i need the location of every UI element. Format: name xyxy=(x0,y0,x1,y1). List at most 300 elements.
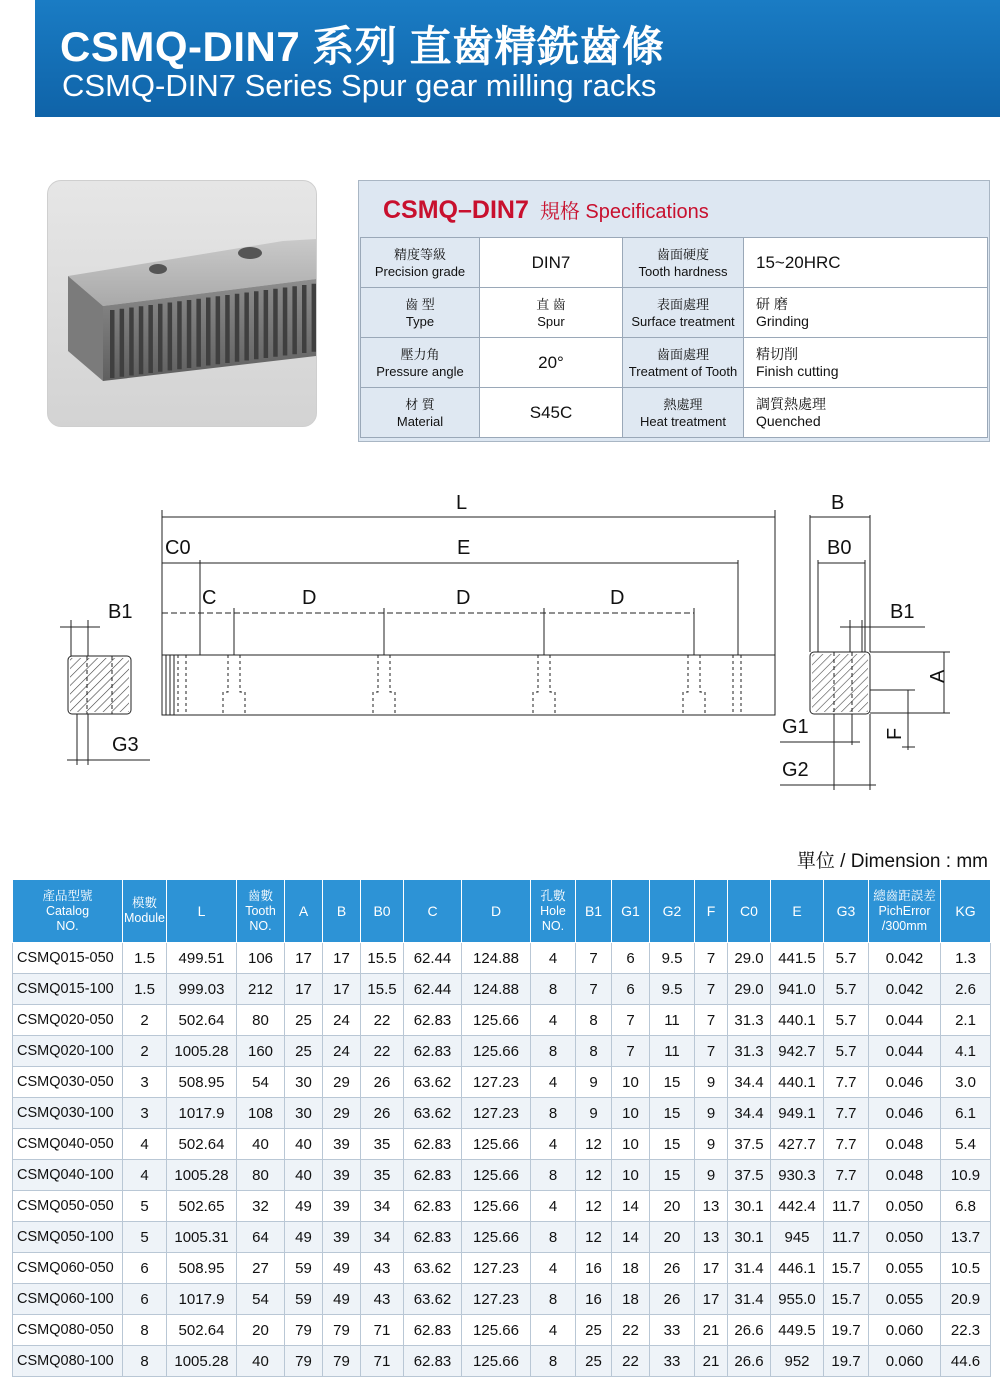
rack-tooth xyxy=(177,301,182,369)
spec-value-main: 15~20HRC xyxy=(756,253,841,272)
table-cell: 0.046 xyxy=(869,1067,941,1098)
table-row xyxy=(13,1067,991,1098)
spec-label-cn: 齒 型 xyxy=(405,296,435,312)
table-cell: 508.95 xyxy=(167,1253,237,1284)
column-header xyxy=(531,880,576,943)
table-row xyxy=(13,1253,991,1284)
catalog-no-cell: CSMQ015-100 xyxy=(13,974,123,1005)
spec-label-cn: 熱處理 xyxy=(663,396,703,412)
table-cell: 24 xyxy=(323,1036,361,1067)
label-B: B xyxy=(831,492,845,514)
table-cell: 71 xyxy=(361,1346,404,1377)
table-cell: 5.7 xyxy=(824,974,869,1005)
column-header-cn: 產品型號 xyxy=(42,888,93,903)
spec-value-en: Spur xyxy=(537,313,565,329)
spec-value xyxy=(480,288,623,338)
table-cell: 4.1 xyxy=(941,1036,991,1067)
table-cell: 930.3 xyxy=(771,1160,824,1191)
table-cell: 4 xyxy=(531,1129,576,1160)
column-header-en: F xyxy=(706,902,716,919)
table-cell: 1.3 xyxy=(941,943,991,974)
rack-tooth xyxy=(148,305,153,373)
column-header-en: C xyxy=(427,902,438,919)
table-cell: 49 xyxy=(285,1222,323,1253)
table-cell: 10 xyxy=(612,1160,650,1191)
title-banner xyxy=(35,0,1000,117)
table-cell: 62.83 xyxy=(404,1160,462,1191)
table-cell: 6 xyxy=(612,943,650,974)
spec-label xyxy=(623,388,744,438)
spec-row xyxy=(361,338,988,388)
table-row xyxy=(13,1346,991,1377)
table-cell: 8 xyxy=(531,1036,576,1067)
table-cell: 31.3 xyxy=(728,1005,771,1036)
table-cell: 22 xyxy=(612,1346,650,1377)
rack-tooth xyxy=(225,295,230,363)
table-cell: 17 xyxy=(323,943,361,974)
table-row xyxy=(13,1036,991,1067)
spec-subtitle: 規格 Specifications xyxy=(539,201,709,223)
table-cell: 0.042 xyxy=(869,974,941,1005)
table-row xyxy=(13,1160,991,1191)
rack-tooth xyxy=(254,291,259,359)
table-cell: 7.7 xyxy=(824,1160,869,1191)
table-cell: 62.83 xyxy=(404,1129,462,1160)
column-header xyxy=(650,880,695,943)
table-cell: 7 xyxy=(576,974,612,1005)
table-cell: 11.7 xyxy=(824,1191,869,1222)
table-cell: 1017.9 xyxy=(167,1098,237,1129)
table-cell: 8 xyxy=(531,1284,576,1315)
table-cell: 9 xyxy=(695,1129,728,1160)
table-cell: 15.7 xyxy=(824,1284,869,1315)
rack-tooth xyxy=(120,309,125,377)
table-cell: 40 xyxy=(237,1129,285,1160)
table-cell: 14 xyxy=(612,1191,650,1222)
catalog-no-cell: CSMQ060-050 xyxy=(13,1253,123,1284)
column-header-en: B0 xyxy=(373,902,391,919)
table-cell: 79 xyxy=(323,1315,361,1346)
table-cell: 7 xyxy=(695,1005,728,1036)
label-G3: G3 xyxy=(112,734,139,756)
table-cell: 8 xyxy=(531,1346,576,1377)
column-header xyxy=(869,880,941,943)
label-D-2: D xyxy=(456,587,471,609)
table-cell: 1.5 xyxy=(123,943,167,974)
table-cell: 10 xyxy=(612,1067,650,1098)
table-cell: 39 xyxy=(323,1160,361,1191)
table-cell: 8 xyxy=(531,1098,576,1129)
table-cell: 10.9 xyxy=(941,1160,991,1191)
table-cell: 34 xyxy=(361,1191,404,1222)
table-cell: 20.9 xyxy=(941,1284,991,1315)
column-header-en: Tooth xyxy=(245,903,276,918)
table-cell: 59 xyxy=(285,1253,323,1284)
spec-label-en: Type xyxy=(405,313,435,329)
table-cell: 5.7 xyxy=(824,943,869,974)
table-cell: 25 xyxy=(576,1346,612,1377)
table-cell: 6 xyxy=(123,1284,167,1315)
table-cell: 31.4 xyxy=(728,1284,771,1315)
table-cell: 499.51 xyxy=(167,943,237,974)
table-cell: 34 xyxy=(361,1222,404,1253)
table-cell: 12 xyxy=(576,1129,612,1160)
table-cell: 2.1 xyxy=(941,1005,991,1036)
table-cell: 125.66 xyxy=(462,1222,531,1253)
table-cell: 16 xyxy=(576,1284,612,1315)
table-cell: 25 xyxy=(285,1036,323,1067)
table-cell: 6.1 xyxy=(941,1098,991,1129)
table-cell: 20 xyxy=(237,1315,285,1346)
table-cell: 44.6 xyxy=(941,1346,991,1377)
label-B1-left: B1 xyxy=(108,601,133,623)
table-cell: 5.7 xyxy=(824,1036,869,1067)
table-cell: 62.83 xyxy=(404,1346,462,1377)
catalog-no-cell: CSMQ050-050 xyxy=(13,1191,123,1222)
spec-value-en: Finish cutting xyxy=(756,362,839,379)
table-cell: 10 xyxy=(612,1098,650,1129)
table-cell: 502.64 xyxy=(167,1129,237,1160)
table-cell: 71 xyxy=(361,1315,404,1346)
table-cell: 17 xyxy=(695,1253,728,1284)
table-cell: 7.7 xyxy=(824,1098,869,1129)
table-cell: 127.23 xyxy=(462,1067,531,1098)
table-cell: 2.6 xyxy=(941,974,991,1005)
column-header-en: Catalog xyxy=(45,903,90,918)
table-cell: 955.0 xyxy=(771,1284,824,1315)
table-cell: 5 xyxy=(123,1222,167,1253)
spec-label xyxy=(623,288,744,338)
rack-tooth xyxy=(168,303,173,371)
table-cell: 19.7 xyxy=(824,1315,869,1346)
table-cell: 17 xyxy=(323,974,361,1005)
table-cell: 124.88 xyxy=(462,974,531,1005)
table-cell: 26 xyxy=(650,1284,695,1315)
rack-tooth xyxy=(302,285,307,353)
label-D-3: D xyxy=(610,587,625,609)
spec-value-main: 20° xyxy=(538,353,564,372)
table-cell: 43 xyxy=(361,1284,404,1315)
spec-value-en: Grinding xyxy=(756,312,809,329)
table-cell: 20 xyxy=(650,1191,695,1222)
spec-label-en: Pressure angle xyxy=(376,363,464,379)
column-header-en2: NO. xyxy=(541,918,565,933)
table-cell: 4 xyxy=(123,1129,167,1160)
table-cell: 502.64 xyxy=(167,1315,237,1346)
table-cell: 11 xyxy=(650,1036,695,1067)
table-cell: 63.62 xyxy=(404,1067,462,1098)
table-cell: 5.7 xyxy=(824,1005,869,1036)
column-header-cn: 齒數 xyxy=(247,888,273,903)
table-row xyxy=(13,943,991,974)
table-cell: 0.044 xyxy=(869,1005,941,1036)
table-cell: 29 xyxy=(323,1098,361,1129)
column-header-en: E xyxy=(792,902,802,919)
table-cell: 21 xyxy=(695,1315,728,1346)
table-row xyxy=(13,1005,991,1036)
table-cell: 7.7 xyxy=(824,1129,869,1160)
table-row xyxy=(13,974,991,1005)
table-cell: 22 xyxy=(361,1005,404,1036)
catalog-no-cell: CSMQ040-100 xyxy=(13,1160,123,1191)
column-header xyxy=(123,880,167,943)
table-cell: 30 xyxy=(285,1067,323,1098)
table-cell: 15 xyxy=(650,1098,695,1129)
catalog-no-cell: CSMQ030-100 xyxy=(13,1098,123,1129)
table-cell: 29.0 xyxy=(728,974,771,1005)
spec-row xyxy=(361,238,988,288)
table-cell: 64 xyxy=(237,1222,285,1253)
catalog-no-cell: CSMQ030-050 xyxy=(13,1067,123,1098)
table-cell: 1005.28 xyxy=(167,1036,237,1067)
table-cell: 13.7 xyxy=(941,1222,991,1253)
table-cell: 0.050 xyxy=(869,1222,941,1253)
table-cell: 22.3 xyxy=(941,1315,991,1346)
rack-tooth xyxy=(196,299,201,367)
table-row xyxy=(13,1284,991,1315)
table-cell: 26 xyxy=(361,1098,404,1129)
table-row xyxy=(13,1315,991,1346)
table-cell: 2 xyxy=(123,1036,167,1067)
table-cell: 49 xyxy=(323,1253,361,1284)
table-cell: 0.055 xyxy=(869,1253,941,1284)
table-cell: 33 xyxy=(650,1346,695,1377)
table-cell: 79 xyxy=(285,1315,323,1346)
spec-value xyxy=(480,238,623,288)
spec-value-main: 直 齒 xyxy=(536,296,566,312)
table-cell: 440.1 xyxy=(771,1005,824,1036)
spec-label-en: Tooth hardness xyxy=(638,263,728,279)
column-header-en2: /300mm xyxy=(881,918,928,933)
product-photo xyxy=(47,180,317,427)
column-header xyxy=(576,880,612,943)
table-row xyxy=(13,1222,991,1253)
table-cell: 40 xyxy=(285,1160,323,1191)
table-cell: 62.83 xyxy=(404,1222,462,1253)
label-G2: G2 xyxy=(782,759,809,781)
table-cell: 8 xyxy=(576,1036,612,1067)
table-cell: 15 xyxy=(650,1160,695,1191)
table-cell: 79 xyxy=(323,1346,361,1377)
column-header-cn: 孔數 xyxy=(540,888,566,903)
column-header-en: B xyxy=(336,902,347,919)
spec-model: CSMQ–DIN7 xyxy=(383,196,529,224)
table-cell: 125.66 xyxy=(462,1005,531,1036)
table-cell: 63.62 xyxy=(404,1253,462,1284)
table-cell: 0.060 xyxy=(869,1315,941,1346)
catalog-no-cell: CSMQ080-100 xyxy=(13,1346,123,1377)
table-cell: 34.4 xyxy=(728,1098,771,1129)
table-cell: 17 xyxy=(285,974,323,1005)
table-cell: 35 xyxy=(361,1160,404,1191)
catalog-no-cell: CSMQ060-100 xyxy=(13,1284,123,1315)
table-cell: 31.3 xyxy=(728,1036,771,1067)
table-cell: 7.7 xyxy=(824,1067,869,1098)
table-cell: 125.66 xyxy=(462,1036,531,1067)
table-cell: 427.7 xyxy=(771,1129,824,1160)
label-C0: C0 xyxy=(165,537,191,559)
spec-value xyxy=(480,388,623,438)
table-row xyxy=(13,1129,991,1160)
spec-label-cn: 材 質 xyxy=(405,396,435,412)
table-cell: 9 xyxy=(695,1067,728,1098)
column-header-en: KG xyxy=(955,902,976,919)
rack-tooth xyxy=(187,300,192,368)
table-cell: 62.83 xyxy=(404,1315,462,1346)
table-cell: 49 xyxy=(285,1191,323,1222)
column-header-en: A xyxy=(298,902,309,919)
table-cell: 9.5 xyxy=(650,974,695,1005)
table-cell: 39 xyxy=(323,1129,361,1160)
column-header xyxy=(167,880,237,943)
table-cell: 0.055 xyxy=(869,1284,941,1315)
table-cell: 449.5 xyxy=(771,1315,824,1346)
table-cell: 20 xyxy=(650,1222,695,1253)
specifications-panel xyxy=(358,180,990,442)
table-cell: 3.0 xyxy=(941,1067,991,1098)
unit-note: 單位 / Dimension : mm xyxy=(796,851,988,872)
table-cell: 212 xyxy=(237,974,285,1005)
table-cell: 17 xyxy=(285,943,323,974)
table-cell: 0.048 xyxy=(869,1160,941,1191)
column-header xyxy=(285,880,323,943)
rack-tooth xyxy=(158,304,163,372)
table-cell: 13 xyxy=(695,1191,728,1222)
table-cell: 945 xyxy=(771,1222,824,1253)
column-header-en: G1 xyxy=(621,902,640,919)
table-cell: 446.1 xyxy=(771,1253,824,1284)
table-cell: 6 xyxy=(612,974,650,1005)
table-cell: 14 xyxy=(612,1222,650,1253)
rack-tooth xyxy=(216,296,221,364)
table-cell: 3 xyxy=(123,1098,167,1129)
table-cell: 29.0 xyxy=(728,943,771,974)
catalog-no-cell: CSMQ015-050 xyxy=(13,943,123,974)
spec-label xyxy=(623,338,744,388)
label-D-1: D xyxy=(302,587,317,609)
column-header-en: B1 xyxy=(584,902,603,919)
column-header xyxy=(824,880,869,943)
rack-tooth xyxy=(312,284,316,352)
label-G1: G1 xyxy=(782,716,809,738)
table-cell: 9 xyxy=(576,1098,612,1129)
table-cell: 0.044 xyxy=(869,1036,941,1067)
table-cell: 15 xyxy=(650,1067,695,1098)
table-cell: 79 xyxy=(285,1346,323,1377)
table-cell: 7 xyxy=(612,1036,650,1067)
spec-label-cn: 表面處理 xyxy=(656,296,709,312)
label-A: A xyxy=(927,669,949,683)
table-cell: 30.1 xyxy=(728,1191,771,1222)
spec-label-en: Heat treatment xyxy=(640,413,726,429)
spec-value xyxy=(480,338,623,388)
table-cell: 125.66 xyxy=(462,1346,531,1377)
table-cell: 4 xyxy=(531,1315,576,1346)
table-cell: 29 xyxy=(323,1067,361,1098)
table-cell: 5 xyxy=(123,1191,167,1222)
table-cell: 0.046 xyxy=(869,1098,941,1129)
column-header xyxy=(323,880,361,943)
column-header-en: G3 xyxy=(836,902,856,919)
table-cell: 39 xyxy=(323,1191,361,1222)
table-cell: 12 xyxy=(576,1160,612,1191)
rack-tooth xyxy=(292,286,297,354)
table-cell: 25 xyxy=(576,1315,612,1346)
spec-label-en: Treatment of Tooth xyxy=(628,363,738,379)
spec-label-cn: 壓力角 xyxy=(400,346,440,362)
table-cell: 4 xyxy=(123,1160,167,1191)
table-cell: 30 xyxy=(285,1098,323,1129)
table-cell: 80 xyxy=(237,1160,285,1191)
spec-row xyxy=(361,388,988,438)
table-cell: 11.7 xyxy=(824,1222,869,1253)
table-cell: 21 xyxy=(695,1346,728,1377)
table-cell: 502.65 xyxy=(167,1191,237,1222)
column-header xyxy=(612,880,650,943)
rack-tooth xyxy=(129,308,134,376)
table-cell: 124.88 xyxy=(462,943,531,974)
table-cell: 27 xyxy=(237,1253,285,1284)
table-cell: 63.62 xyxy=(404,1098,462,1129)
table-cell: 6.8 xyxy=(941,1191,991,1222)
table-cell: 80 xyxy=(237,1005,285,1036)
table-cell: 0.060 xyxy=(869,1346,941,1377)
page-title: CSMQ-DIN7 系列 直齒精銑齒條 xyxy=(60,23,665,70)
table-cell: 37.5 xyxy=(728,1160,771,1191)
spec-label xyxy=(361,388,480,438)
spec-value xyxy=(744,238,988,288)
table-cell: 3 xyxy=(123,1067,167,1098)
catalog-no-cell: CSMQ050-100 xyxy=(13,1222,123,1253)
table-cell: 25 xyxy=(285,1005,323,1036)
table-cell: 26 xyxy=(361,1067,404,1098)
spec-value xyxy=(744,388,988,438)
label-B0: B0 xyxy=(827,537,852,559)
spec-label-cn: 齒面處理 xyxy=(656,346,709,362)
table-row xyxy=(13,1098,991,1129)
spec-label-en: Material xyxy=(396,413,444,429)
table-cell: 1.5 xyxy=(123,974,167,1005)
table-cell: 26 xyxy=(650,1253,695,1284)
table-cell: 8 xyxy=(576,1005,612,1036)
table-cell: 26.6 xyxy=(728,1346,771,1377)
table-cell: 7 xyxy=(695,974,728,1005)
rack-tooth xyxy=(110,310,115,378)
spec-value-main: 精切削 xyxy=(756,345,798,362)
spec-label-en: Precision grade xyxy=(374,263,466,279)
table-cell: 22 xyxy=(612,1315,650,1346)
table-cell: 15 xyxy=(650,1129,695,1160)
rack-tooth xyxy=(244,293,249,361)
table-cell: 8 xyxy=(123,1346,167,1377)
table-cell: 18 xyxy=(612,1253,650,1284)
column-header xyxy=(728,880,771,943)
column-header-cn: 模數 xyxy=(131,896,157,910)
table-cell: 17 xyxy=(695,1284,728,1315)
table-cell: 43 xyxy=(361,1253,404,1284)
spec-value-main: S45C xyxy=(529,403,573,422)
spec-value-en: Quenched xyxy=(756,412,821,429)
column-header xyxy=(361,880,404,943)
table-cell: 2 xyxy=(123,1005,167,1036)
table-cell: 62.83 xyxy=(404,1036,462,1067)
table-cell: 4 xyxy=(531,1191,576,1222)
table-cell: 7 xyxy=(576,943,612,974)
table-cell: 440.1 xyxy=(771,1067,824,1098)
table-header-row xyxy=(13,880,991,943)
table-cell: 1005.31 xyxy=(167,1222,237,1253)
table-cell: 9 xyxy=(576,1067,612,1098)
